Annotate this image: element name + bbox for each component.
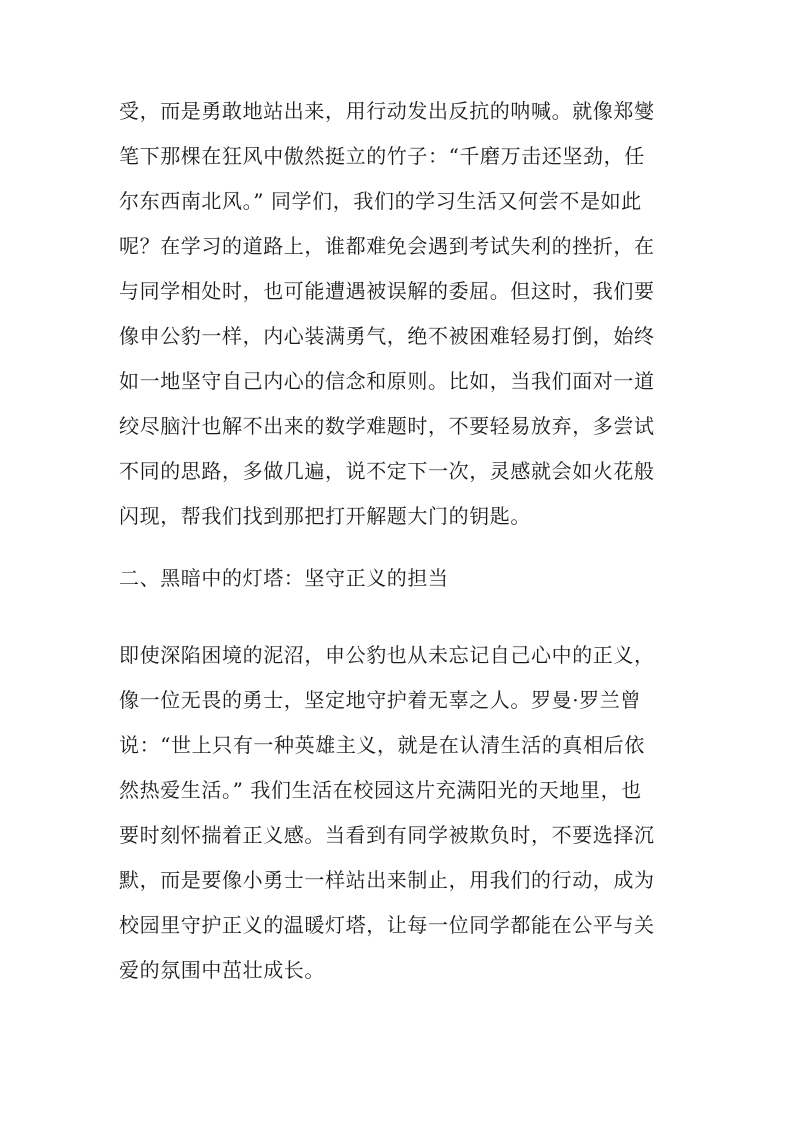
- paragraph-2-line-2: 像一位无畏的勇士，坚定地守护着无辜之人。罗曼·罗兰曾: [119, 688, 641, 712]
- paragraph-1-line-2: 笔下那棵在狂风中傲然挺立的竹子：“千磨万击还坚劲，任: [119, 144, 645, 168]
- paragraph-2-line-4: 然热爱生活。” 我们生活在校园这片充满阳光的天地里，也: [119, 778, 642, 802]
- paragraph-2-line-7: 校园里守护正义的温暖灯塔，让每一位同学都能在公平与关: [119, 913, 655, 937]
- paragraph-1-line-9: 不同的思路，多做几遍，说不定下一次，灵感就会如火花般: [119, 459, 655, 483]
- paragraph-2-line-1: 即使深陷困境的泥沼，申公豹也从未忘记自己心中的正义，: [119, 643, 655, 667]
- paragraph-1-line-1: 受，而是勇敢地站出来，用行动发出反抗的呐喊。就像郑燮: [119, 99, 655, 123]
- paragraph-2-line-3: 说：“世上只有一种英雄主义，就是在认清生活的真相后依: [119, 733, 645, 757]
- paragraph-1-line-3: 尔东西南北风。” 同学们，我们的学习生活又何尝不是如此: [119, 189, 642, 213]
- section-heading: 二、黑暗中的灯塔：坚守正义的担当: [119, 566, 449, 590]
- paragraph-1-line-8: 绞尽脑汁也解不出来的数学难题时，不要轻易放弃，多尝试: [119, 414, 655, 438]
- paragraph-1-line-10: 闪现，帮我们找到那把打开解题大门的钥匙。: [119, 504, 531, 528]
- paragraph-1-line-5: 与同学相处时，也可能遭遇被误解的委屈。但这时，我们要: [119, 279, 655, 303]
- paragraph-2-line-5: 要时刻怀揣着正义感。当看到有同学被欺负时，不要选择沉: [119, 823, 655, 847]
- paragraph-2-line-8: 爱的氛围中茁壮成长。: [119, 958, 325, 982]
- paragraph-1-line-6: 像申公豹一样，内心装满勇气，绝不被困难轻易打倒，始终: [119, 324, 655, 348]
- paragraph-1-line-7: 如一地坚守自己内心的信念和原则。比如，当我们面对一道: [119, 369, 655, 393]
- paragraph-2-line-6: 默，而是要像小勇士一样站出来制止，用我们的行动，成为: [119, 868, 655, 892]
- paragraph-1-line-4: 呢？在学习的道路上，谁都难免会遇到考试失利的挫折，在: [119, 234, 655, 258]
